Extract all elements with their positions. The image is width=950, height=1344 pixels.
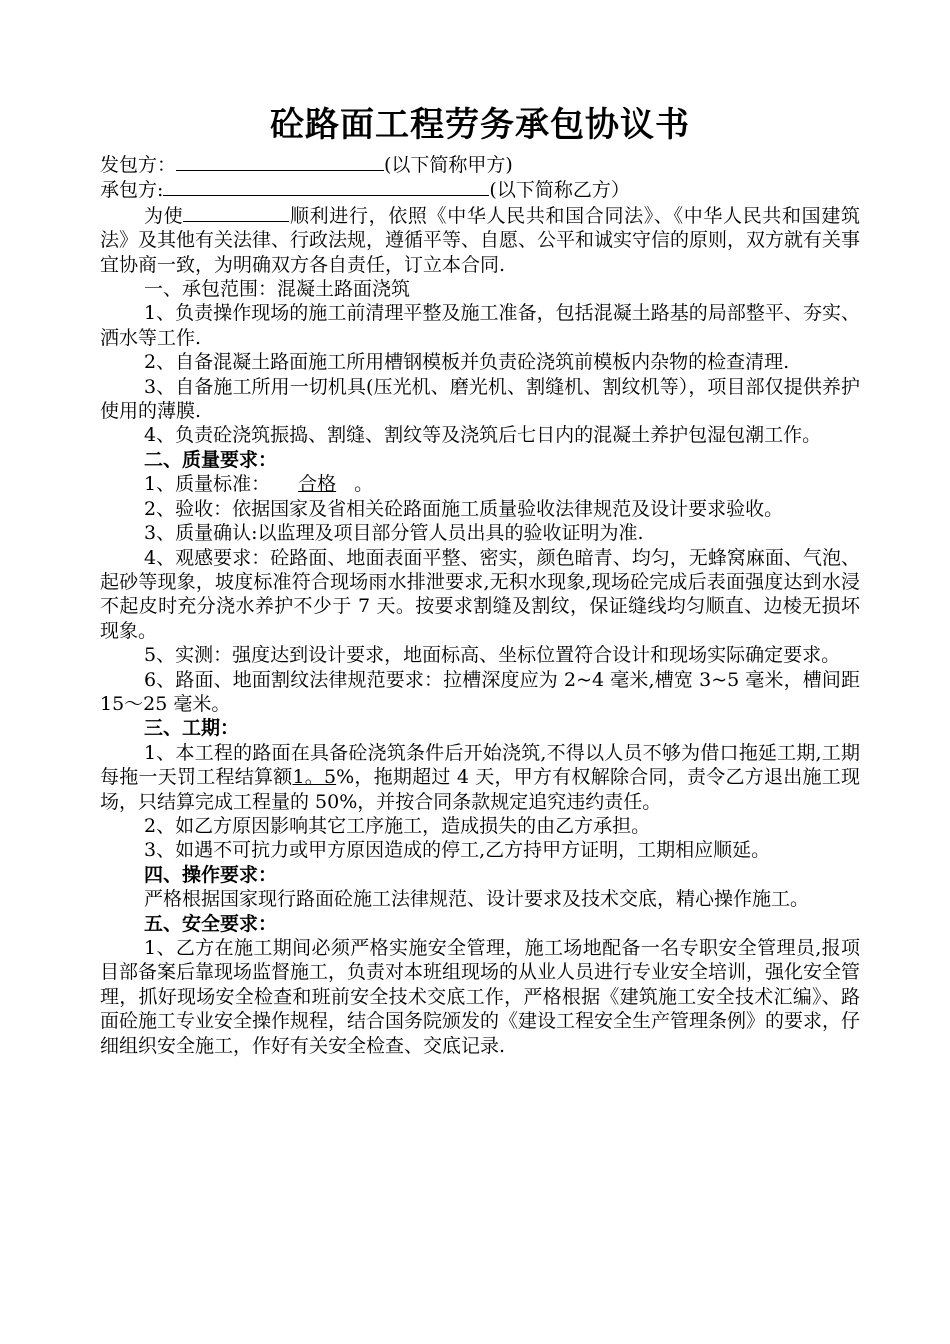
section-2-item: 4、观感要求：砼路面、地面表面平整、密实，颜色暗青、均匀，无蜂窝麻面、气泡、起砂等现象，坡度标准符合现场雨水排泄要求,无积水现象,现场砼完成后表面强度达到水浸不起皮时充分浇水养护不少于 7 天。按要求割缝及割纹，保证缝线均匀顺直、边棱无损坏现象。 [100, 546, 860, 642]
section-4-text: 严格根据国家现行路面砼施工法律规范、设计要求及技术交底，精心操作施工。 [144, 888, 810, 911]
party-b-label: 承包方: [100, 179, 164, 202]
document-title: 砼路面工程劳务承包协议书 [270, 105, 690, 145]
section-1-item: 4、负责砼浇筑振捣、割缝、割纹等及浇筑后七日内的混凝土养护包湿包潮工作。 [144, 424, 822, 447]
section-2-item [100, 472, 860, 496]
section-3-item [100, 741, 860, 814]
party-a-suffix: (以下简称甲方) [384, 154, 513, 176]
section-2-item: 5、实测：强度达到设计要求，地面标高、坐标位置符合设计和现场实际确定要求。 [144, 644, 841, 667]
quality-standard-value: 合格 [298, 473, 337, 496]
section-5-item: 1、乙方在施工期间必须严格实施安全管理，施工场地配备一名专职安全管理员,报项目部备案后靠现场监督施工，负责对本班组现场的从业人员进行专业安全培训，强化安全管理，抓好现场安全检查和班前安全技术交底工作，严格根据《建筑施工安全技术汇编》、路面砼施工专业安全操作规程，结合国务院颁发的《建设工程安全生产管理条例》的要求，仔细组织安全施工，作好有关安全检查、交底记录. [100, 937, 861, 1057]
intro-post: 顺利进行，依照《中华人民共和国合同法》、《中华人民共和国建筑法》及其他有关法律、行政法规，遵循平等、自愿、公平和诚实守信的原则，双方就有关事宜协商一致，为明确双方各自责任，订立本合同. [100, 204, 861, 276]
section-2-item: 3、质量确认:以监理及项目部分管人员出具的验收证明为准. [144, 522, 644, 545]
project-name-blank[interactable] [183, 203, 289, 222]
penalty-rate: 1。5 [292, 766, 337, 789]
penalty-text-post: %，拖期超过 4 天，甲方有权解除合同，责令乙方退出施工现场，只结算完成工程量的 50%，并按合同条款规定追究违约责任。 [100, 766, 860, 813]
party-b-suffix: (以下简称乙方） [489, 179, 630, 202]
section-2-heading: 二、质量要求： [144, 448, 278, 471]
intro-pre: 为使 [144, 204, 184, 227]
party-b-blank[interactable] [163, 177, 489, 196]
section-3-heading: 三、工期： [144, 717, 240, 740]
intro-paragraph [100, 203, 860, 277]
section-1-item: 3、自备施工所用一切机具(压光机、磨光机、割缝机、割纹机等），项目部仅提供养护使用的薄膜. [100, 375, 860, 423]
section-5-heading: 五、安全要求： [144, 912, 278, 935]
quality-standard-label: 1、质量标准： [144, 473, 271, 496]
section-4-heading: 四、操作要求： [144, 863, 278, 886]
section-1-item: 1、负责操作现场的施工前清理平整及施工准备，包括混凝土路基的局部整平、夯实、洒水等工作. [100, 302, 860, 349]
section-2-item: 6、路面、地面割纹法律规范要求：拉槽深度应为 2~4 毫米,槽宽 3~5 毫米，槽间距 15～25 毫米。 [100, 668, 860, 715]
party-b-line [100, 177, 860, 202]
section-3-item: 2、如乙方原因影响其它工序施工，造成损失的由乙方承担。 [144, 814, 651, 837]
party-a-label: 发包方： [100, 154, 177, 176]
penalty-text-pre: 1、本工程的路面在具备砼浇筑条件后开始浇筑,不得以人员不够为借口拖延工期,工期每拖一天罚工程结算额 [100, 741, 860, 789]
section-2-item: 2、验收：依据国家及省相关砼路面施工质量验收法律规范及设计要求验收。 [144, 497, 784, 520]
agreement-document [100, 98, 860, 1058]
quality-standard-end: 。 [354, 473, 374, 496]
section-1-item: 2、自备混凝土路面施工所用槽钢模板并负责砼浇筑前模板内杂物的检查清理. [144, 351, 790, 374]
section-3-item: 3、如遇不可抗力或甲方原因造成的停工,乙方持甲方证明，工期相应顺延。 [144, 839, 771, 862]
party-a-blank[interactable] [176, 152, 384, 171]
party-a-line [100, 152, 860, 177]
section-1-heading: 一、承包范围：混凝土路面浇筑 [144, 278, 411, 301]
